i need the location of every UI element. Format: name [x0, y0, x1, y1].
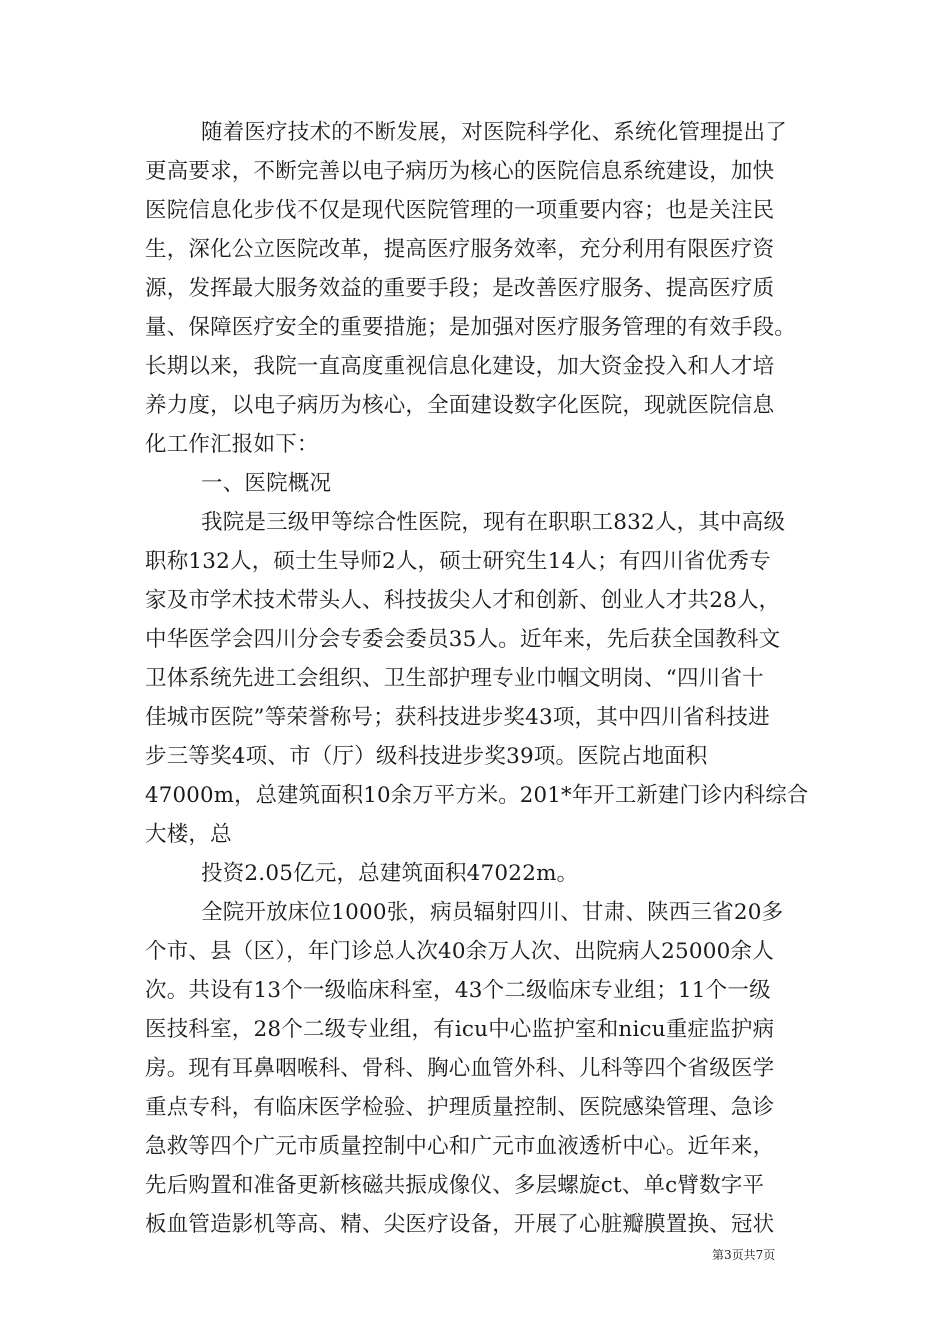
paragraph-line: 重点专科，有临床医学检验、护理质量控制、医院感染管理、急诊 — [145, 1095, 775, 1120]
paragraph-line: 职称132人，硕士生导师2人，硕士研究生14人；有四川省优秀专 — [145, 549, 771, 574]
section-heading: 一、医院概况 — [201, 471, 332, 496]
paragraph-line: 大楼，总 — [145, 822, 232, 847]
paragraph-line: 长期以来，我院一直高度重视信息化建设，加大资金投入和人才培 — [145, 354, 775, 379]
paragraph-line: 医技科室，28个二级专业组，有icu中心监护室和nicu重症监护病 — [145, 1017, 775, 1042]
paragraph-line: 47000m，总建筑面积10余万平方米。201*年开工新建门诊内科综合 — [145, 783, 809, 808]
paragraph-line: 佳城市医院”等荣誉称号；获科技进步奖43项，其中四川省科技进 — [145, 705, 770, 730]
paragraph-line: 急救等四个广元市质量控制中心和广元市血液透析中心。近年来， — [145, 1134, 775, 1159]
paragraph-line: 全院开放床位1000张，病员辐射四川、甘肃、陕西三省20多 — [201, 900, 784, 925]
page-number-footer: 第3页共7页 — [712, 1248, 776, 1262]
paragraph-line: 更高要求，不断完善以电子病历为核心的医院信息系统建设，加快 — [145, 159, 775, 184]
paragraph-line: 中华医学会四川分会专委会委员35人。近年来，先后获全国教科文 — [145, 627, 781, 652]
paragraph-line: 生，深化公立医院改革，提高医疗服务效率，充分利用有限医疗资 — [145, 237, 775, 262]
paragraph-line: 量、保障医疗安全的重要措施；是加强对医疗服务管理的有效手段。 — [145, 315, 797, 340]
paragraph-line: 投资2.05亿元，总建筑面积47022m。 — [201, 861, 579, 886]
paragraph-line: 养力度，以电子病历为核心，全面建设数字化医院，现就医院信息 — [145, 393, 775, 418]
paragraph-line: 次。共设有13个一级临床科室，43个二级临床专业组；11个一级 — [145, 978, 771, 1003]
paragraph-line: 步三等奖4项、市（厅）级科技进步奖39项。医院占地面积 — [145, 744, 708, 769]
paragraph-line: 先后购置和准备更新核磁共振成像仪、多层螺旋ct、单c臂数字平 — [145, 1173, 765, 1198]
paragraph-line: 源，发挥最大服务效益的重要手段；是改善医疗服务、提高医疗质 — [145, 276, 775, 301]
paragraph-line: 板血管造影机等高、精、尖医疗设备，开展了心脏瓣膜置换、冠状 — [145, 1212, 775, 1237]
paragraph-line: 卫体系统先进工会组织、卫生部护理专业巾帼文明岗、“四川省十 — [145, 666, 764, 691]
paragraph-line: 个市、县（区），年门诊总人次40余万人次、出院病人25000余人 — [145, 939, 774, 964]
paragraph-line: 随着医疗技术的不断发展，对医院科学化、系统化管理提出了 — [201, 120, 787, 145]
paragraph-line: 家及市学术技术带头人、科技拔尖人才和创新、创业人才共28人， — [145, 588, 781, 613]
paragraph-line: 我院是三级甲等综合性医院，现有在职职工832人，其中高级 — [201, 510, 786, 535]
paragraph-line: 医院信息化步伐不仅是现代医院管理的一项重要内容；也是关注民 — [145, 198, 775, 223]
paragraph-line: 房。现有耳鼻咽喉科、骨科、胸心血管外科、儿科等四个省级医学 — [145, 1056, 775, 1081]
paragraph-line: 化工作汇报如下： — [145, 432, 319, 457]
